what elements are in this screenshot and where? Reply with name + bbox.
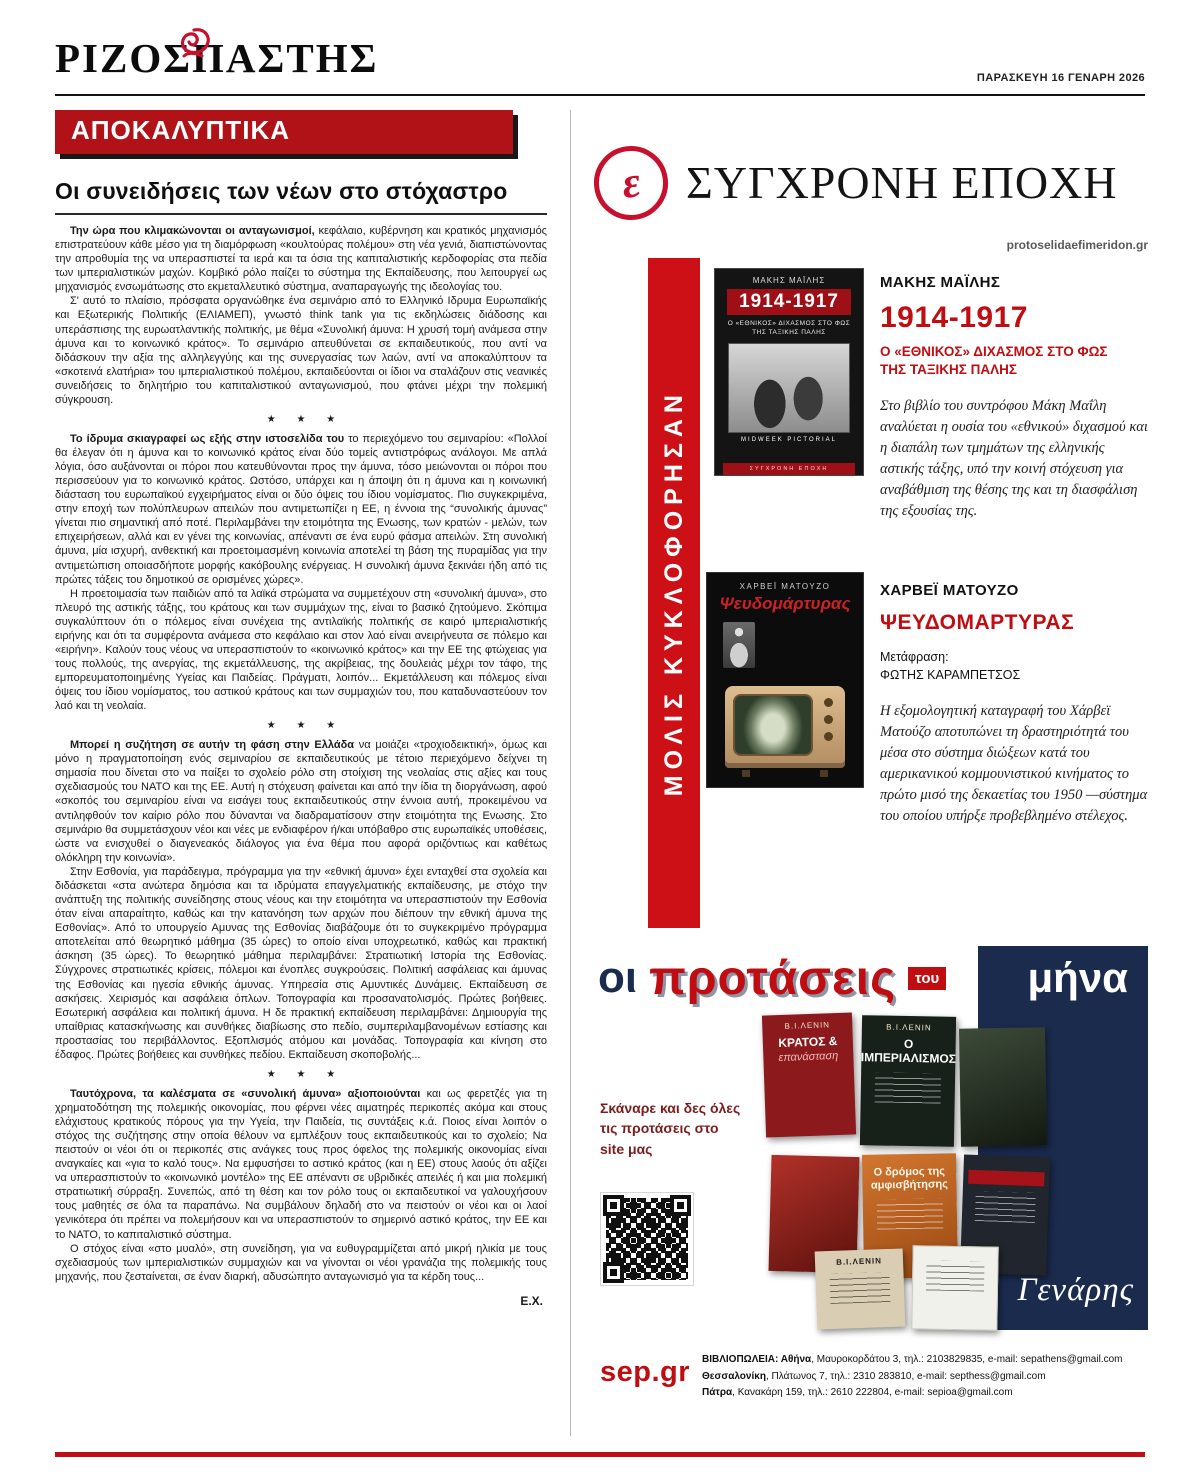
translation-label: Μετάφραση: [880, 650, 949, 664]
collage-cover-kratos-epanastasi [762, 1012, 856, 1137]
cover-author: Β.Ι.ΛΕΝΙΝ [886, 1022, 932, 1033]
bookstore-contacts [702, 1352, 1150, 1402]
paragraph-text: Η προετοιμασία των παιδιών από τα λαϊκά στρώματα να συμμετέχουν στη «συνολική άμυνα», στο πλευρό της αστικής τάξης, του κράτους και των συμμάχων της, είναι το βασικό ζητούμενο. Σκόπιμα συγκαλύπτουν ότι ο πόλεμος είναι συνέχεια της αντιλαϊκής πολιτικής σε καιρό ιμπεριαλιστικής ειρήνης και ότι τα συμφέροντα ανάμεσα στο κεφάλαιο και στον λαό είναι ανειρήνευτα σε πόλεμο και «ειρήνη». Καλούν τους νέους να υπερασπιστούν το «κοινωνικό κράτος» και την ΕΕ της φτώχειας για τους πολλούς, της ανεργίας, της εκμετάλλευσης, της ακρίβειας, της δουλειάς μέχρι τον τάφο, της εμπορευματοποιημένης Υγείας και Παιδείας. Πράγματι, λοιπόν... Εκμετάλλευση και πόλεμος είναι όψεις του ίδιου νομίσματος, του αστικού κράτους και των συμμαχιών του, που καταδυναστεύουν τον λαό και τη νεολαία. [55, 587, 547, 713]
qr-finder-pattern [670, 1195, 691, 1216]
header-rule [55, 94, 1145, 96]
banner-word-mina: μήνα [1027, 954, 1128, 1001]
section-separator-stars: ★ ★ ★ [266, 414, 345, 426]
just-released-label: ΜΟΛΙΣ ΚΥΚΛΟΦΟΡΗΣΑΝ [659, 389, 688, 797]
paragraph-text: Σ' αυτό το πλαίσιο, πρόσφατα οργανώθηκε ένα σεμινάριο από το Ελληνικό Ιδρυμα Ευρωπαϊκής και Εξωτερικής Πολιτικής (ΕΛΙΑΜΕΠ), γνωστό think tank για τις εκδηλώσεις διάδοσης και υπεράσπισης της ευρωατλαντικής πολιτικής, με θέμα «Συνολική άμυνα: Η χρυσή τομή ανάμεσα στην άμυνα και το κοινωνικό κράτος». Το σεμινάριο απευθύνεται σε εκπαιδευτικούς, που αντί να διδάσκουν την αξία της αλληλεγγύης και της συνεργασίας των λαών, αντί να αποκαλύπτουν τα «σκοτεινά ελατήρια» του ιμπεριαλιστικού πολέμου, εκπαιδεύονται οι ίδιοι να σταλάζουν στις νεανικές συνειδήσεις το δηλητήριο του καπιταλιστικού ανταγωνισμού, που φτάνει μέχρι την πολεμική σύγκρουση. [55, 295, 547, 406]
section-separator-stars: ★ ★ ★ [266, 1068, 345, 1080]
proposals-banner [594, 946, 1148, 1010]
column-divider [570, 110, 571, 1436]
book-translation [880, 649, 1150, 684]
cover-subtitle: Ο «ΕΘΝΙΚΟΣ» ΔΙΧΑΣΜΟΣ ΣΤΟ ΦΩΣ ΤΗΣ ΤΑΞΙΚΗΣ ΠΑΛΗΣ [727, 320, 851, 337]
tv-control-panel [818, 698, 838, 741]
paragraph-text: κεφάλαιο, κυβέρνηση και κρατικός μηχανισμός επιστρατεύουν κάθε μέσο για τη διαμόρφωση «κουλτούρας πολέμου» στη νέα γενιά, διαπιστώνοντας την απροθυμία της να υπερασπιστεί τα ιερά και τα όσια της καπιταλιστικής κερδοφορίας στα πεδία των ιμπεριαλιστικών μαχών. Κομβικό ρόλο παίζει το σύστημα της Εκπαίδευσης, που λειτουργεί ως μηχανισμός ενσωμάτωσης στο εκμεταλλευτικό σύστημα, αναπαραγωγής της ιδεολογίας του. [55, 225, 547, 294]
tv-knob [824, 698, 833, 707]
cover-figure-photo [723, 622, 755, 668]
cover-publisher-strip: ΣΥΓΧΡΟΝΗ ΕΠΟΧΗ [723, 463, 855, 475]
collage-cover [911, 1245, 998, 1330]
book-author: ΜΑΚΗΣ ΜΑΪΛΗΣ [880, 274, 1001, 291]
paragraph-text: Ο στόχος είναι «στο μυαλό», στη συνείδηση, για να ευθυγραμμίζεται από μικρή ηλικία με τους σχεδιασμούς των ιμπεριαλιστικών συμμαχιών και να γίνονται οι νέοι γρανάζια της πολεμικής τους μηχανής, που ζεσταίνεται, σε έναν διαρκή, αδυσώπητο ανταγωνισμό για τα κέρδη τους... [55, 1242, 547, 1283]
just-released-banner [648, 258, 700, 928]
article-paragraph [55, 432, 547, 587]
article-paragraph [55, 1087, 547, 1242]
cover-subtitle: επανάσταση [778, 1050, 839, 1065]
store-city: Πάτρα [702, 1387, 733, 1398]
article-paragraph [55, 865, 547, 1062]
book2-details [880, 582, 1150, 827]
book1-details [880, 274, 1150, 522]
masthead-title: ΡΙΖΟΣΠΑΣΤΗΣ [55, 35, 379, 81]
paragraph-lead: Την ώρα που κλιμακώνονται οι ανταγωνισμοί, [70, 225, 315, 237]
paragraph-text: το περιεχόμενο του σεμιναρίου: «Πολλοί θα έλεγαν ότι η άμυνα και το κοινωνικό κράτος είναι δύο τομείς αντιστρόφως ανάλογοι. Με απλά λόγια, όσο αυξάνονται οι πόροι που κατευθύνονται προς την άμυνα, τόσο μειώνονται οι πόροι που περισσεύουν για το κοινωνικό κράτος. Ωστόσο, υπάρχει και η άποψη ότι η άμυνα και η κοινωνική διάσταση του ευρωπαϊκού εγχειρήματος είναι οι δύο όψεις του ίδιου νομίσματος. Πιο συγκεκριμένα, στην εποχή των πολύπλευρων απειλών που αντιμετωπίζει η ΕΕ, η έννοια της “συνολικής άμυνας” γίνεται πιο σημαντική από ποτέ. Περιλαμβάνει την ετοιμότητα της Ενωσης, των κρατών - μελών, των επιχειρήσεων, αλλά και εν γένει της κοινωνίας, απέναντι σε ένα ευρύ φάσμα απειλών. Στη συνολική άμυνα, μία ισχυρή, ανθεκτική και προετοιμασμένη κοινωνία αποτελεί τη βάση της πυραμίδας για την αντιμετώπιση οποιασδήποτε μορφής κακόβουλης ενέργειας. Η συνολική άμυνα ξεκινάει ήδη από τις πρώτες τάξεις του δημοτικού σε ορισμένες χώρες». [55, 432, 547, 586]
store-city: ΒΙΒΛΙΟΠΩΛΕΙΑ: Αθήνα [702, 1354, 812, 1365]
banner-word-tou: του [908, 967, 946, 990]
article-paragraph [55, 294, 547, 407]
tv-leg [742, 770, 750, 777]
publisher-title: ΣΥΓΧΡΟΝΗ ΕΠΟΧΗ [686, 157, 1118, 208]
masthead-flower-icon [170, 22, 218, 70]
cover-title: 1914-1917 [727, 289, 851, 315]
cover-decorative-lines [875, 1072, 941, 1103]
tv-leg [820, 770, 828, 777]
paragraph-lead: Το ίδρυμα σκιαγραφεί ως εξής στην ιστοσελίδα του [70, 432, 345, 445]
store-details: , Πλάτωνος 7, τηλ.: 2310 283810, e-mail: septhess@gmail.com [765, 1370, 1046, 1382]
tv-screen [733, 694, 813, 756]
tv-illustration [725, 686, 845, 768]
bookstore-line [702, 1369, 1150, 1386]
edition-date: ΠΑΡΑΣΚΕΥΗ 16 ΓΕΝΑΡΗ 2026 [976, 72, 1145, 84]
article-paragraph [55, 1242, 547, 1284]
book-cover-pseudomartyras [706, 572, 864, 788]
bookstore-line [702, 1352, 1150, 1369]
store-city: Θεσσαλονίκη [702, 1370, 766, 1382]
book-cover-1914-1917 [714, 268, 864, 476]
paragraph-text: και ως φερετζές για τη χρηματοδότηση της πολεμικής οικονομίας, που φέρνει νέες αιματηρές περικοπές ακόμα και στους ελάχιστους κρατικούς πόρους για την Υγεία, την Παιδεία, τις συντάξεις κ.ά. Ποιος είναι λοιπόν ο στόχος της συζήτησης στην οποία θέλουν να εμπλέξουν τους εκπαιδευτικούς και το σχολείο; Να πειστούν οι νέοι ότι οι περικοπές στις ανάγκες τους προς όφελος της πολεμικής οικονομίας είναι αναγκαίες και «για το καλό τους». Να εμφυσήσει το αστικό κράτος (και η ΕΕ) στους λαούς ότι αξίζει να υπερασπιστούν το «κοινωνικό μοντέλο» της ΕΕ απέναντι σε υβριδικές απειλές ή και μια πολεμική στρατιωτική σύρραξη. Συνεπώς, από τη θέση και τον ρόλο τους οι εκπαιδευτικοί να γαλουχήσουν τους μαθητές σε όλα τα παραπάνω. Να συμβάλουν δηλαδή στο να πειστούν οι νέοι και οι λαοί γενικότερα ότι πρέπει να πολεμήσουν και να υπερασπιστούν το σημερινό αστικό κράτος, την ΕΕ και το ΝΑΤΟ, το καπιταλιστικό σύστημα. [55, 1087, 547, 1241]
site-credit: protoselidaefimeridon.gr [1006, 238, 1148, 252]
cover-title: ΚΡΑΤΟΣ & [778, 1033, 838, 1051]
cover-decorative-lines [877, 1199, 943, 1230]
tv-legs [742, 770, 828, 777]
qr-code [600, 1192, 694, 1286]
book-title: ΨΕΥΔΟΜΑΡΤΥΡΑΣ [880, 611, 1075, 634]
collage-cover [959, 1027, 1047, 1146]
section-banner: ΑΠΟΚΑΛΥΠΤΙΚΑ [55, 110, 513, 154]
collage-cover-imperialismos [860, 1015, 956, 1147]
book-title: 1914-1917 [880, 301, 1028, 334]
qr-finder-pattern [603, 1195, 624, 1216]
cover-title: Ψευδομάρτυρας [719, 594, 851, 613]
tv-knob [824, 715, 833, 724]
cover-photo-caption: MIDWEEK PICTORIAL [741, 436, 837, 443]
bottom-red-rule [55, 1452, 1145, 1457]
store-details: , Κανακάρη 159, τηλ.: 2610 222804, e-mail: sepioa@gmail.com [732, 1387, 1013, 1398]
cover-photo [728, 343, 850, 433]
qr-finder-pattern [603, 1262, 624, 1283]
article-body [55, 224, 547, 1309]
cover-author: ΧΑΡΒΕΪ ΜΑΤΟΥΖΟ [739, 582, 831, 591]
article-paragraph [55, 224, 547, 294]
cover-author: ΜΑΚΗΣ ΜΑΪΛΗΣ [752, 276, 826, 285]
article-paragraph [55, 738, 547, 865]
book-description: Η εξομολογητική καταγραφή του Χάρβεϊ Ματούζο αποτυπώνει τη δραστηριότητά του μέσα στο σύστημα διώξεων κατά του αμερικανικού κομμουνιστικού κινήματος το πρώτο μισό της δεκαετίας του 1950 —σύστημα του οποίου υπήρξε προβεβλημένο στέλεχος. [880, 703, 1148, 825]
sep-gr-logo: sep.gr [600, 1356, 691, 1388]
tv-knob [824, 732, 833, 741]
banner-word-protaseis: προτάσεις [649, 951, 897, 1005]
author-initials: Ε.Χ. [520, 1293, 543, 1308]
banner-word-oi: οι [598, 953, 638, 1002]
paragraph-text: Στην Εσθονία, για παράδειγμα, πρόγραμμα για την «εθνική άμυνα» έχει ενταχθεί στα σχολεία και διδάσκεται «στα ανώτερα δημόσια και τα ιδρύματα επαγγελματικής εκπαίδευσης, με στόχο την ανάπτυξη της πολιτικής συνείδησης στους νέους και την ετοιμότητα να υπερασπιστούν την Εσθονία όταν είναι απαραίτητο, καθώς και την κατανόηση των αρχών που διέπουν την εθνική άμυνα της Εσθονίας». Από το υπουργείο Αμυνας της Εσθονίας διαβάζουμε ότι το συγκεκριμένο πρόγραμμα αποτελείται από θεωρητικό μάθημα (35 ώρες) το οποίο είναι υποχρεωτικό, καθώς και πρακτική άσκηση (35 ώρες). Το θεωρητικό μάθημα περιλαμβάνει: Στρατιωτική Ιστορία της Εσθονίας. Σύγχρονες στρατιωτικές κρίσεις, πόλεμοι και ένοπλες συγκρούσεις. Πολιτική ασφάλειας και άμυνας της Εσθονίας και ηγεσία εθνικής άμυνας. Υπηρεσία στις Αμυντικές Δυνάμεις. Εκπαίδευση σε ασκήσεις. Χειρισμός και ασφάλεια όπλων. Τοπογραφία και προσανατολισμός. Πρώτες βοήθειες. Εσωτερική ασφάλεια και πολιτική άμυνα. Η δε πρακτική εκπαίδευση περιλαμβάνει: Δημιουργία της υπαίθριας κατασκήνωσης και συνθήκες διαβίωσης στο πεδίο, συμπεριλαμβανομένων εστίασης και προστασίας του περιβάλλοντος. Εξοπλισμός ατόμου και μονάδας. Τοπογραφία και κίνηση στο έδαφος. Πρώτες βοήθειες και συνθήκες πεδίου. Εκπαίδευση σκοποβολής... [55, 865, 547, 1061]
bookstore-line [702, 1385, 1150, 1402]
scan-prompt: Σκάναρε και δες όλες τις προτάσεις στο site μας [600, 1100, 741, 1157]
cover-author: Β.Ι.ΛΕΝΙΝ [784, 1020, 831, 1031]
article-paragraph [55, 587, 547, 714]
collage-cover-lenin [815, 1248, 906, 1329]
article-column [55, 110, 547, 1309]
synchroni-epochi-logo-icon [589, 141, 673, 225]
cover-title: Ο δρόμος της αμφισβήτησης [870, 1165, 949, 1192]
cover-title: Ο ΙΜΠΕΡΙΑΛΙΣΜΟΣ [860, 1036, 957, 1067]
section-separator-stars: ★ ★ ★ [266, 720, 345, 732]
article-headline: Οι συνειδήσεις των νέων στο στόχαστρο [55, 178, 547, 215]
paragraph-lead: Μπορεί η συζήτηση σε αυτήν τη φάση στην Ελλάδα [70, 739, 355, 752]
paragraph-lead: Ταυτόχρονα, τα καλέσματα σε «συνολική άμυνα» αξιοποιούνται [70, 1087, 421, 1100]
book-author: ΧΑΡΒΕΪ ΜΑΤΟΥΖΟ [880, 582, 1019, 599]
translator-name: ΦΩΤΗΣ ΚΑΡΑΜΠΕΤΣΟΣ [880, 667, 1021, 682]
cover-decorative-lines [926, 1261, 984, 1292]
cover-decorative-lines [829, 1272, 891, 1304]
paragraph-text: να μοιάζει «τροχιοδεικτική», όμως και μόνο η πραγματοποίηση ενός σεμιναρίου σε εκπαιδευτικούς με τέτοιο περιεχόμενο δείχνει τη σημασία που δίνεται στο να παίξει το σχολείο ρόλο στη στοίχιση της νεολαίας στις αξίες και τους σχεδιασμούς του ΝΑΤΟ και της ΕΕ. Αυτή η στόχευση φαίνεται και από την ίδια τη διοργάνωση, αφού «σκοπός του σεμιναρίου είναι να εισάγει τους εκπαιδευτικούς στην έννοια αυτή, προκειμένου να αντιληφθούν τον καίριο ρόλο που δύνανται να διαδραματίσουν στην ετοιμότητα της Ενωσης. Στο σεμινάριο θα συμμετάσχουν νέοι και νέες με ενδιαφέρον ή/και υπόβαθρο στις ευρωπαϊκές υποθέσεις, ώστε να ενισχυθεί ο διαγενεακός διάλογος για ένα θέμα που αφορά οριζόντιως και καθέτως ολόκληρη την κοινωνία». [55, 739, 547, 864]
cover-red-band [968, 1170, 1044, 1187]
book-subtitle: Ο «ΕΘΝΙΚΟΣ» ΔΙΧΑΣΜΟΣ ΣΤΟ ΦΩΣ ΤΗΣ ΤΑΞΙΚΗΣ ΠΑΛΗΣ [880, 344, 1108, 377]
cover-author: Β.Ι.ΛΕΝΙΝ [835, 1256, 883, 1267]
logo-glyph: ε [618, 156, 644, 209]
month-name-script: Γενάρης [1017, 1272, 1134, 1308]
book-description: Στο βιβλίο του συντρόφου Μάκη Μαΐλη αναλύεται η ουσία του «εθνικού» διχασμού και η διαπάλη των τμημάτων της ελληνικής αστικής τάξης, υπό την κοινή στόχευση για αναβάθμιση της θέσης της και τη διασφάλιση της εξουσίας της. [880, 397, 1148, 519]
cover-decorative-lines [975, 1191, 1035, 1223]
store-details: , Μαυροκορδάτου 3, τηλ.: 2103829835, e-mail: sepathens@gmail.com [811, 1354, 1123, 1365]
